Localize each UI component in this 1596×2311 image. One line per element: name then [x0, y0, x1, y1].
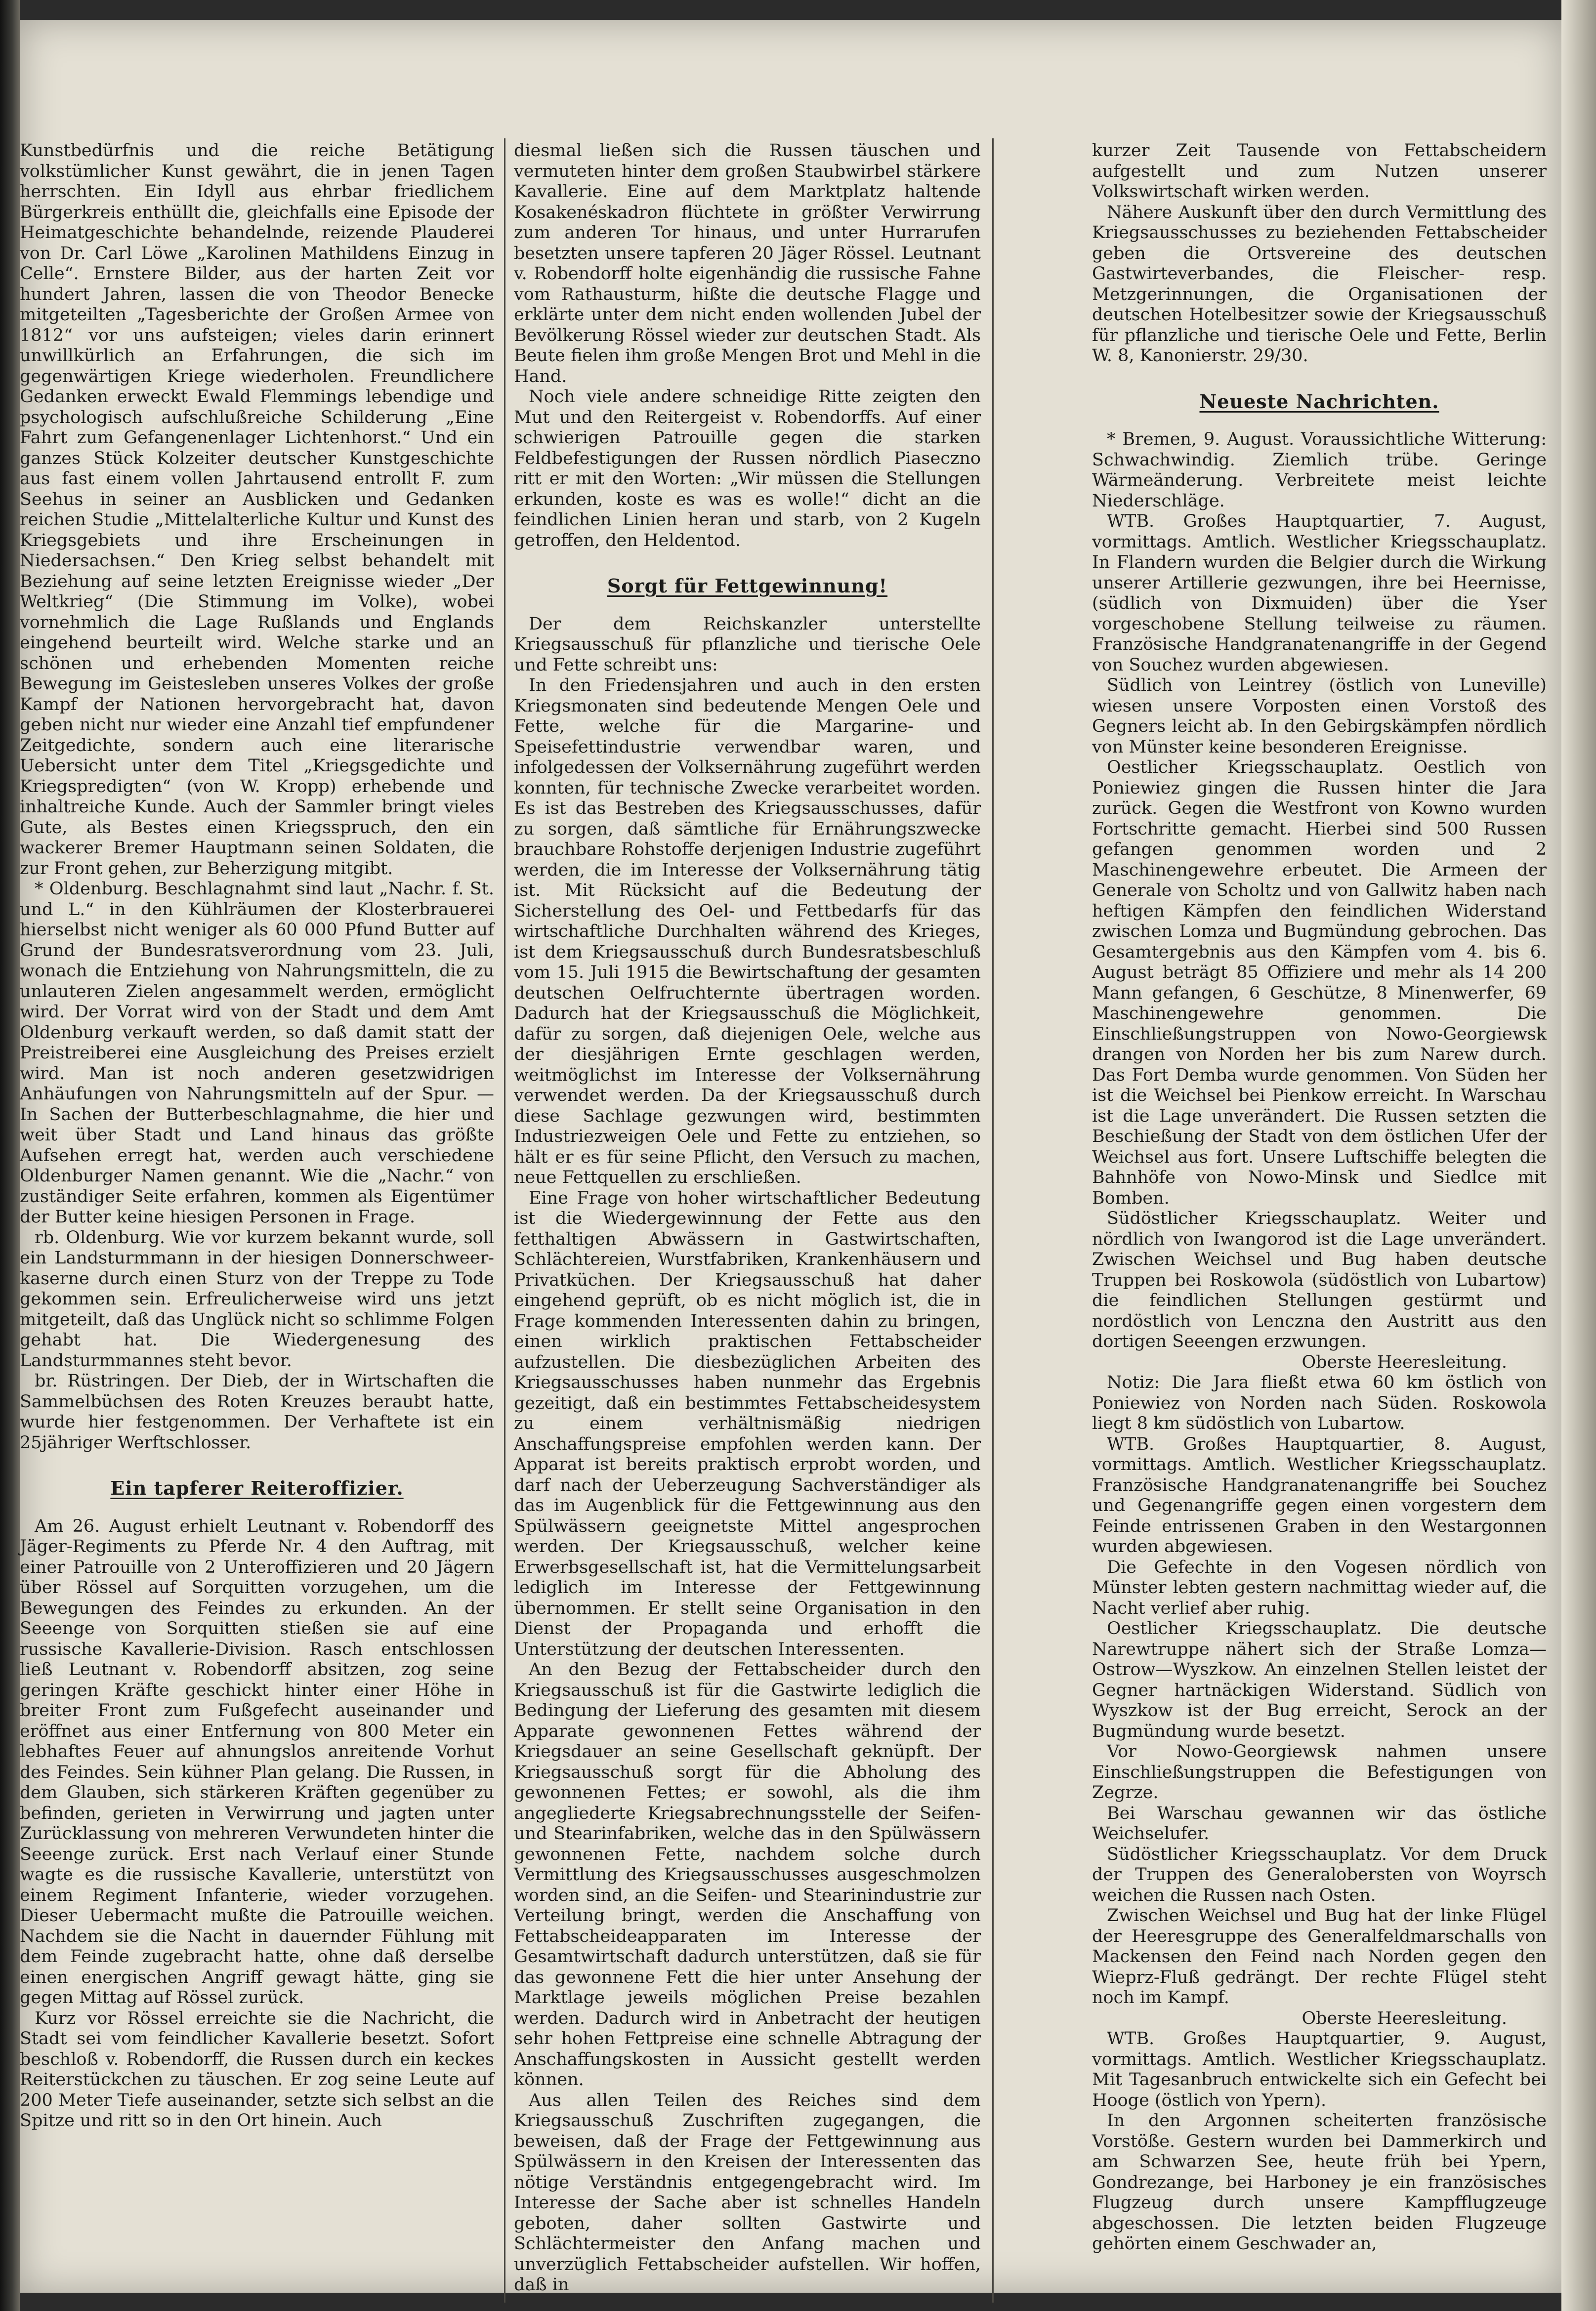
news-item: WTB. Großes Hauptquartier, 9. August, vormittags. Amtlich. Westlicher Kriegsschauplatz. Mit Tagesanbruch entwickelte sich ein Gefecht bei Hooge (östlich von Ypern).	[1092, 2029, 1547, 2110]
news-item: Zwischen Weichsel und Bug hat der linke Flügel der Heeresgruppe des Generalfeldmarschalls von Mackensen den Feind nach Norden gegen den Wieprz-Fluß gedrängt. Der rechte Flügel steht noch im Kampf.	[1092, 1906, 1547, 2008]
story-paragraph: Noch viele andere schneidige Ritte zeigten den Mut und den Reitergeist v. Robendorffs. Auf einer schwierigen Patrouille gegen die starken Feldbefestigungen der Russen nördlich Piaseczno ritt er mit den Worten: „Wir müssen die Stellungen erkunden, koste es was es wolle!“ dicht an die feindlichen Linien heran und starb, von 2 Kugeln getroffen, den Heldentod.	[514, 387, 981, 550]
local-news-ruestringen: br. Rüstringen. Der Dieb, der in Wirtschaften die Sammelbüchsen des Roten Kreuzes beraubt hatte, wurde hier festgenommen. Der Verhaftete ist ein 25jähriger Werftschlosser.	[20, 1371, 494, 1453]
news-item: Südöstlicher Kriegsschauplatz. Weiter und nördlich von Iwangorod ist die Lage unverändert. Zwischen Weichsel und Bug haben deutsche Truppen bei Roskowola (südöstlich von Lubartow) die feindlichen Stellungen gestürmt und nordöstlich von Lenczna den Austritt aus den dortigen Seeengen erzwungen.	[1092, 1209, 1547, 1351]
signature: Oberste Heeresleitung.	[1302, 1352, 1507, 1372]
article-paragraph: An den Bezug der Fettabscheider durch den Kriegsausschuß ist für die Gastwirte lediglich die Bedingung der Lieferung des gesamten mit diesem Apparate gewonnenen Fettes während der Kriegsdauer an seine Gesellschaft geknüpft. Der Kriegsausschuß sorgt für die Abholung des gewonnenen Fettes; er sowohl, als die ihm angegliederte Kriegsabrechnungsstelle der Seifen- und Stearinfabriken, welche das in den Spülwässern gewonnenen Fette, nachdem solche durch Vermittlung des Kriegsausschusses ausgeschmolzen worden sind, an die Seifen- und Stearinindustrie zur Verteilung bringt, werden die Anschaffung von Fettabscheideapparaten im Interesse der Gesamtwirtschaft dadurch unterstützen, daß sie für das gewonnene Fett die hier unter Ansehung der Marktlage jeweils möglichen Preise bezahlen werden. Dadurch wird in Anbetracht der heutigen sehr hohen Fettpreise eine schnelle Abtragung der Anschaffungskosten in Aussicht gestellt werden können.	[514, 1660, 981, 2090]
news-item: In den Argonnen scheiterten französische Vorstöße. Gestern wurden bei Dammerkirch und am Schwarzen See, heute früh bei Ypern, Gondrezange, bei Harboney je ein französisches Flugzeug durch unsere Kampfflugzeuge abgeschossen. Die letzten beiden Flugzeuge gehörten einem Geschwader an,	[1092, 2111, 1547, 2254]
article-paragraph: Kunstbedürfnis und die reiche Betätigung volkstümlicher Kunst gewährt, die in jenen Tagen herrschten. Ein Idyll aus ehrbar friedlichem Bürgerkreis enthüllt die, gleichfalls eine Episode der Heimatgeschichte behandelnde, reizende Plauderei von Dr. Carl Löwe „Karolinen Mathildens Einzug in Celle“. Ernstere Bilder, aus der harten Zeit vor hundert Jahren, lassen die von Theodor Benecke mitgeteilten „Tagesberichte der Großen Armee von 1812“ vor uns aufsteigen; vieles darin erinnert unwillkürlich an Erfahrungen, die sich im gegenwärtigen Kriege wiederholen. Freundlichere Gedanken erweckt Ewald Flemmings lebendige und psychologisch aufschlußreiche Schilderung „Eine Fahrt zum Gefangenenlager Lichtenhorst.“ Und ein ganzes Stück Kolzeiter deutscher Kunstgeschichte aus fast einem vollen Jahrtausend entrollt F. zum Seehus in seiner an Ausblicken und Gedanken reichen Studie „Mittelalterliche Kultur und Kunst des Kriegsgebiets und ihre Erscheinungen in Niedersachsen.“ Den Krieg selbst behandelt mit Beziehung auf seine letzten Ereignisse wieder „Der Weltkrieg“ (Die Stimmung im Volke), wobei vornehmlich die Lage Rußlands und Englands eingehend beurteilt wird. Welche starke und an schönen und erhebenden Momenten reiche Bewegung im Geistesleben unseres Volkes der große Kampf der Nationen hervorgebracht hat, davon geben nicht nur wieder eine Anzahl tief empfundener Zeitgedichte, sondern auch eine literarische Uebersicht unter dem Titel „Kriegsgedichte und Kriegspredigten“ (von W. Kropp) erhebende und inhaltreiche Kunde. Auch der Sammler bringt vieles Gute, als Bestes einen Kriegsspruch, den ein wackerer Bremer Hauptmann seinen Soldaten, die zur Front gehen, zur Beherzigung mitgibt.	[20, 141, 494, 879]
news-item: WTB. Großes Hauptquartier, 8. August, vormittags. Amtlich. Westlicher Kriegsschauplatz. Französische Handgranatenangriffe bei Souchez und Gegenangriffe gegen einen vorgestern dem Feinde entrissenen Graben in den Westargonnen wurden abgewiesen.	[1092, 1434, 1547, 1556]
news-item: * Bremen, 9. August. Voraussichtliche Witterung: Schwachwindig. Ziemlich trübe. Geringe Wärmeänderung. Verbreitete meist leichte Niederschläge.	[1092, 429, 1547, 511]
article-paragraph: Aus allen Teilen des Reiches sind dem Kriegsausschuß Zuschriften zugegangen, die beweisen, daß der Frage der Fettgewinnung aus Spülwässern in den Kreisen der Interessenten das nötige Verständnis entgegengebracht wird. Im Interesse der Sache aber ist schnelles Handeln geboten, daher sollten Gastwirte und Schlächtermeister den Anfang machen und unverzüglich Fettabscheider aufstellen. Wir hoffen, daß in	[514, 2090, 981, 2295]
signature: Oberste Heeresleitung.	[1302, 2008, 1507, 2028]
news-item: Südlich von Leintrey (östlich von Luneville) wiesen unsere Vorposten einen Vorstoß des Gegners leicht ab. In den Gebirgskämpfen nördlich von Münster keine besonderen Ereignisse.	[1092, 675, 1547, 757]
news-item: Vor Nowo-Georgiewsk nahmen unsere Einschließungstruppen die Befestigungen von Zegrze.	[1092, 1742, 1547, 1803]
headline-reiteroffizier: Ein tapferer Reiteroffizier.	[110, 1477, 404, 1499]
article-continuation: kurzer Zeit Tausende von Fettabscheidern aufgestellt und zum Nutzen unserer Volkswirtschaft wirken werden.	[1092, 141, 1547, 202]
news-item: Die Gefechte in den Vogesen nördlich von Münster lebten gestern nachmittag wieder auf, die Nacht verlief aber ruhig.	[1092, 1557, 1547, 1618]
story-paragraph: Am 26. August erhielt Leutnant v. Robendorff des Jäger-Regiments zu Pferde Nr. 4 den Auftrag, mit einer Patrouille von 2 Unteroffizieren und 20 Jägern über Rössel auf Sorquitten vorzugehen, um die Bewegungen des Feindes zu erkunden. An der Seeenge von Sorquitten stießen sie auf eine russische Kavallerie-Division. Rasch entschlossen ließ Leutnant v. Robendorff absitzen, zog seine geringen Kräfte geschickt hinter einer Höhe in breiter Front zum Fußgefecht auseinander und eröffnet aus einer Entfernung von 800 Meter ein lebhaftes Feuer auf ahnungslos anreitende Vorhut des Feindes. Sein kühner Plan gelang. Die Russen, in dem Glauben, sich stärkeren Kräften gegenüber zu befinden, gerieten in Verwirrung und jagten unter Zurücklassung von mehreren Verwundeten hinter die Seeenge zurück. Erst nach Verlauf einer Stunde wagte es die russische Kavallerie, unterstützt von einem Regiment Infanterie, wieder vorzugehen. Dieser Uebermacht mußte die Patrouille weichen. Nachdem sie die Nacht in dauernder Fühlung mit dem Feinde zugebracht hatte, ohne daß derselbe einen energischen Angriff gewagt hätte, ging sie gegen Mittag auf Rössel zurück.	[20, 1516, 494, 2008]
news-item: Südöstlicher Kriegsschauplatz. Vor dem Druck der Truppen des Generalobersten von Woyrsch weichen die Russen nach Osten.	[1092, 1844, 1547, 1905]
page-edge	[1561, 0, 1596, 2311]
headline-fettgewinnung: Sorgt für Fettgewinnung!	[607, 575, 888, 597]
local-news-oldenburg-butter: * Oldenburg. Beschlagnahmt sind laut „Nachr. f. St. und L.“ in den Kühlräumen der Klosterbrauerei hierselbst nicht weniger als 60 000 Pfund Butter auf Grund der Bundesratsverordnung vom 23. Juli, wonach die Entziehung von Nahrungsmitteln, die zu unlauteren Zielen angesammelt werden, ermöglicht wird. Der Vorrat wird von der Stadt und dem Amt Oldenburg verkauft werden, so daß damit statt der Preistreiberei eine Ausgleichung des Preises erzielt wird. Man ist noch anderen gesetzwidrigen Anhäufungen von Nahrungsmitteln auf der Spur. — In Sachen der Butterbeschlagnahme, die hier und weit über Stadt und Land hinaus das größte Aufsehen erregt hat, werden auch verschiedene Oldenburger Namen genannt. Wie die „Nachr.“ von zuständiger Seite erfahren, kommen als Eigentümer der Butter keine hiesigen Personen in Frage.	[20, 879, 494, 1227]
headline-neueste-nachrichten: Neueste Nachrichten.	[1199, 390, 1439, 413]
column-rule	[992, 138, 994, 2303]
story-paragraph: Kurz vor Rössel erreichte sie die Nachricht, die Stadt sei vom feindlicher Kavallerie besetzt. Sofort beschloß v. Robendorff, die Russen durch ein keckes Reiterstückchen zu täuschen. Er zog seine Leute auf 200 Meter Tiefe auseinander, setzte sich selbst an die Spitze und ritt so in den Ort hinein. Auch	[20, 2008, 494, 2131]
news-item: WTB. Großes Hauptquartier, 7. August, vormittags. Amtlich. Westlicher Kriegsschauplatz. In Flandern wurden die Belgier durch die Wirkung unserer Artillerie gezwungen, ihre bei Heernisse, (südlich von Dixmuiden) über die Yser vorgeschobene Stellung teilweise zu räumen. Französische Handgranatenangriffe in der Gegend von Souchez wurden abgewiesen.	[1092, 511, 1547, 675]
newspaper-page	[20, 20, 1561, 2293]
article-paragraph: In den Friedensjahren und auch in den ersten Kriegsmonaten sind bedeutende Mengen Oele und Fette, welche für die Margarine- und Speisefettindustrie verwendbar waren, und infolgedessen der Volksernährung zugeführt werden konnten, für technische Zwecke verarbeitet worden. Es ist das Bestreben des Kriegsausschusses, dafür zu sorgen, daß sämtliche für Ernährungszwecke brauchbare Rohstoffe derjenigen Industrie zugeführt werden, die im Interesse der Volksernährung tätig ist. Mit Rücksicht auf die Bedeutung der Sicherstellung des Oel- und Fettbedarfs für das wirtschaftliche Durchhalten während des Krieges, ist dem Kriegsausschuß durch Bundesratsbeschluß vom 15. Juli 1915 die Bewirtschaftung der gesamten deutschen Oelfruchternte übertragen worden. Dadurch hat der Kriegsausschuß die Möglichkeit, dafür zu sorgen, daß diejenigen Oele, welche aus der diesjährigen Ernte geschlagen werden, weitmöglichst im Interesse der Volksernährung verwendet werden. Da der Kriegsausschuß durch diese Sachlage gezwungen wird, bestimmten Industriezweigen Oele und Fette zu entziehen, so hält er es für seine Pflicht, den Versuch zu machen, neue Fettquellen zu erschließen.	[514, 675, 981, 1187]
column-3	[1092, 141, 1547, 2255]
column-rule	[504, 138, 505, 2303]
column-2	[514, 141, 981, 2296]
news-item: Bei Warschau gewannen wir das östliche Weichselufer.	[1092, 1803, 1547, 1844]
news-item: Notiz: Die Jara fließt etwa 60 km östlich von Poniewiez von Norden nach Süden. Roskowola liegt 8 km südöstlich von Lubartow.	[1092, 1373, 1547, 1433]
article-paragraph: Nähere Auskunft über den durch Vermittlung des Kriegsausschusses zu beziehenden Fettabscheider geben die Ortsvereine des deutschen Gastwirteverbandes, die Fleischer- resp. Metzgerinnungen, die Organisationen der deutschen Hotelbesitzer sowie der Kriegsausschuß für pflanzliche und tierische Oele und Fette, Berlin W. 8, Kanonierstr. 29/30.	[1092, 202, 1547, 366]
story-continuation: diesmal ließen sich die Russen täuschen und vermuteten hinter dem großen Staubwirbel stärkere Kavallerie. Eine auf dem Marktplatz haltende Kosakenéskadron flüchtete in größter Verwirrung zum anderen Tor hinaus, und unter Hurrarufen besetzten unsere tapferen 20 Jäger Rössel. Leutnant v. Robendorff holte eigenhändig die russische Fahne vom Rathausturm, hißte die deutsche Flagge und erklärte unter dem nicht enden wollenden Jubel der Bevölkerung Rössel wieder zur deutschen Stadt. Als Beute fielen ihm große Mengen Brot und Mehl in die Hand.	[514, 141, 981, 386]
local-news-oldenburg-landsturm: rb. Oldenburg. Wie vor kurzem bekannt wurde, soll ein Landsturmmann in der hiesigen Donnerschweer-kaserne durch einen Sturz von der Treppe zu Tode gekommen sein. Erfreulicherweise wird uns jetzt mitgeteilt, daß das Unglück nicht so schlimme Folgen gehabt hat. Die Wiedergenesung des Landsturmmannes steht bevor.	[20, 1227, 494, 1371]
article-paragraph: Eine Frage von hoher wirtschaftlicher Bedeutung ist die Wiedergewinnung der Fette aus den fetthaltigen Abwässern in Gastwirtschaften, Schlächtereien, Wurstfabriken, Krankenhäusern und Privatküchen. Der Kriegsausschuß hat daher eingehend geprüft, ob es nicht möglich ist, die in Frage kommenden Interessenten dahin zu bringen, einen wirklich praktischen Fettabscheider aufzustellen. Die diesbezüglichen Arbeiten des Kriegsausschusses haben nunmehr das Ergebnis gezeitigt, daß ein bestimmtes Fettabscheidesystem zu einem verhältnismäßig niedrigen Anschaffungspreise empfohlen werden kann. Der Apparat ist bereits praktisch erprobt worden, und darf nach der Ueberzeugung Sachverständiger als das im Augenblick für die Fettgewinnung aus den Spülwässern geeignetste Mittel angesprochen werden. Der Kriegsausschuß, welcher keine Erwerbsgesellschaft ist, hat die Vermittelungsarbeit lediglich im Interesse der Fettgewinnung übernommen. Er stellt seine Organisation in den Dienst der Propaganda und erhofft die Unterstützung der deutschen Interessenten.	[514, 1188, 981, 1659]
news-item: Oestlicher Kriegsschauplatz. Die deutsche Narewtruppe nähert sich der Straße Lomza—Ostrow—Wyszkow. An einzelnen Stellen leistet der Gegner hartnäckigen Widerstand. Südlich von Wyszkow ist der Bug erreicht, Serock an der Bugmündung wurde besetzt.	[1092, 1619, 1547, 1741]
article-paragraph: Der dem Reichskanzler unterstellte Kriegsausschuß für pflanzliche und tierische Oele und Fette schreibt uns:	[514, 614, 981, 675]
column-1	[20, 141, 494, 2132]
book-spine	[0, 0, 20, 2311]
news-item: Oestlicher Kriegsschauplatz. Oestlich von Poniewiez gingen die Russen hinter die Jara zurück. Gegen die Westfront von Kowno wurden Fortschritte gemacht. Hierbei sind 500 Russen gefangen genommen worden und 2 Maschinengewehre erbeutet. Die Armeen der Generale von Scholtz und von Gallwitz haben nach heftigen Kämpfen den feindlichen Widerstand zwischen Lomza und Bugmündung gebrochen. Das Gesamtergebnis aus den Kämpfen vom 4. bis 6. August beträgt 85 Offiziere und mehr als 14 200 Mann gefangen, 6 Geschütze, 8 Minenwerfer, 69 Maschinengewehre genommen. Die Einschließungstruppen von Nowo-Georgiewsk drangen von Norden her bis zum Narew durch. Das Fort Demba wurde genommen. Von Süden her ist die Weichsel bei Pienkow erreicht. In Warschau ist die Lage unverändert. Die Russen setzten die Beschießung der Stadt von dem östlichen Ufer der Weichsel aus fort. Unsere Luftschiffe belegten die Bahnhöfe von Nowo-Minsk und Siedlce mit Bomben.	[1092, 757, 1547, 1208]
